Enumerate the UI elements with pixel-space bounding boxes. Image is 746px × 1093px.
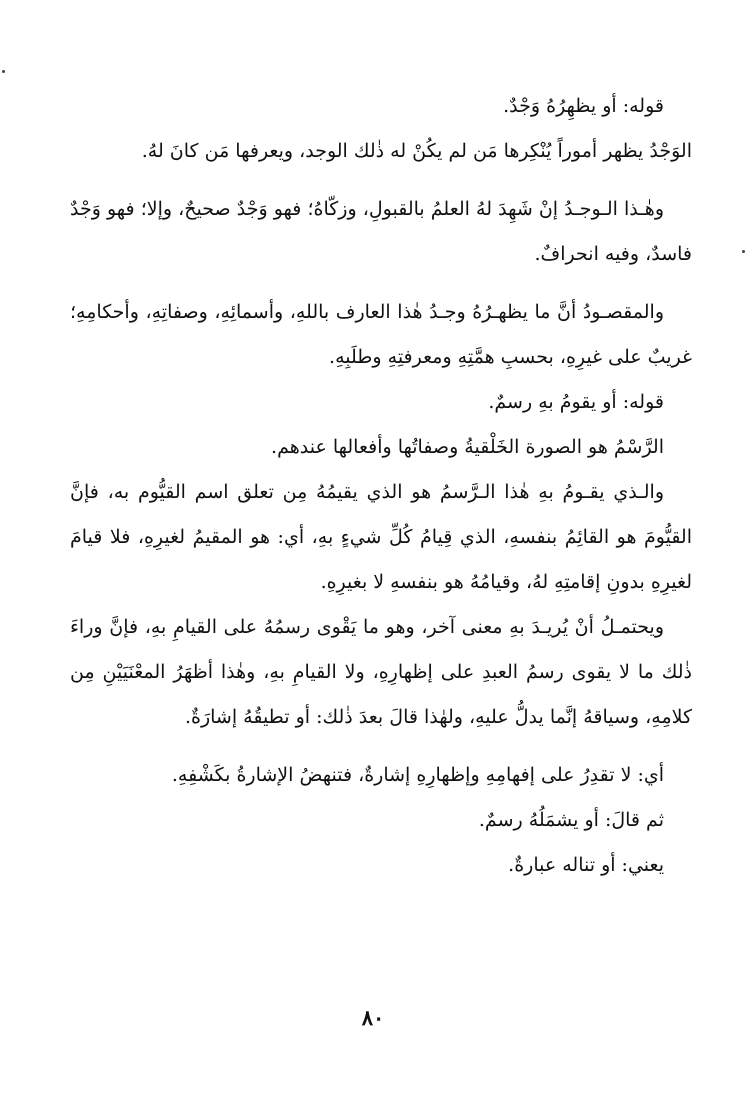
paragraph-7: والـذي يقـومُ بهِ هٰذا الـرَّسمُ هو الذي يقيمُهُ مِن تعلق اسم القيُّوم به، فإنَّ القيُّومَ هو القائِمُ بنفسهِ، الذي قِيامُ كُلِّ شيءٍ بهِ، أي: هو المقيمُ لغيرِهِ، فلا قيامَ لغيرِهِ بدونِ إقامتِهِ لهُ، وقيامُهُ هو بنفسهِ لا بغيرِهِ. bbox=[70, 481, 693, 593]
paragraph-3: وهٰـذا الـوجـدُ إنْ شَهِدَ لهُ العلمُ بالقبولِ، وزكّاهُ؛ فهو وَجْدٌ صحيحٌ، وإلا؛ فهو وَجْدٌ فاسدٌ، وفيه انحرافٌ. bbox=[70, 198, 692, 265]
paragraph-11: يعني: أو تناله عبارةٌ. bbox=[508, 854, 664, 876]
scan-edge-mark bbox=[2, 70, 5, 73]
paragraph-10: ثم قالَ: أو يشمَلُهُ رسمٌ. bbox=[478, 809, 664, 831]
paragraph-6: الرَّسْمُ هو الصورة الخَلْقيةُ وصفاتُها وأفعالها عندهم. bbox=[271, 436, 664, 458]
scan-edge-mark bbox=[742, 250, 745, 253]
paragraph-5: قوله: أو يقومُ بهِ رسمٌ. bbox=[488, 391, 664, 413]
paragraph-8: ويحتمـلُ أنْ يُريـدَ بهِ معنى آخر، وهو ما يَقْوى رسمُهُ على القيامِ بهِ، فإنَّ وراءَ ذٰلك ما لا يقوى رسمُ العبدِ على إظهارِهِ، ولا القيامِ بهِ، وهٰذا أظهَرُ المعْنَيَيْنِ مِن كلامِهِ، وسياقهُ إنَّما يدلُّ عليهِ، ولهٰذا قالَ بعدَ ذٰلك: أو تطيقُهُ إشارَةٌ. bbox=[70, 616, 692, 728]
paragraph-2: الوَجْدُ يظهر أموراً يُنْكِرها مَن لم يكُنْ له ذٰلك الوجد، ويعرفها مَن كانَ لهُ. bbox=[141, 140, 692, 162]
paragraph-9: أي: لا تقدِرُ على إفهامِهِ وإظهارِهِ إشارةٌ، فتنهضُ الإشارةُ بكَشْفِهِ. bbox=[171, 764, 664, 786]
paragraph-1: قوله: أو يظهِرُهُ وَجْدٌ. bbox=[503, 95, 664, 117]
page-text bbox=[70, 84, 692, 888]
page-number: ٨٠ bbox=[361, 1005, 385, 1030]
paragraph-4: والمقصـودُ أنَّ ما يظهـرُهُ وجـدُ هٰذا العارف باللهِ، وأسمائِهِ، وصفاتِهِ، وأحكامِهِ؛ غريبٌ على غيرِهِ، بحسبِ همَّتِهِ ومعرفتِهِ وطلَبِهِ. bbox=[70, 301, 692, 368]
